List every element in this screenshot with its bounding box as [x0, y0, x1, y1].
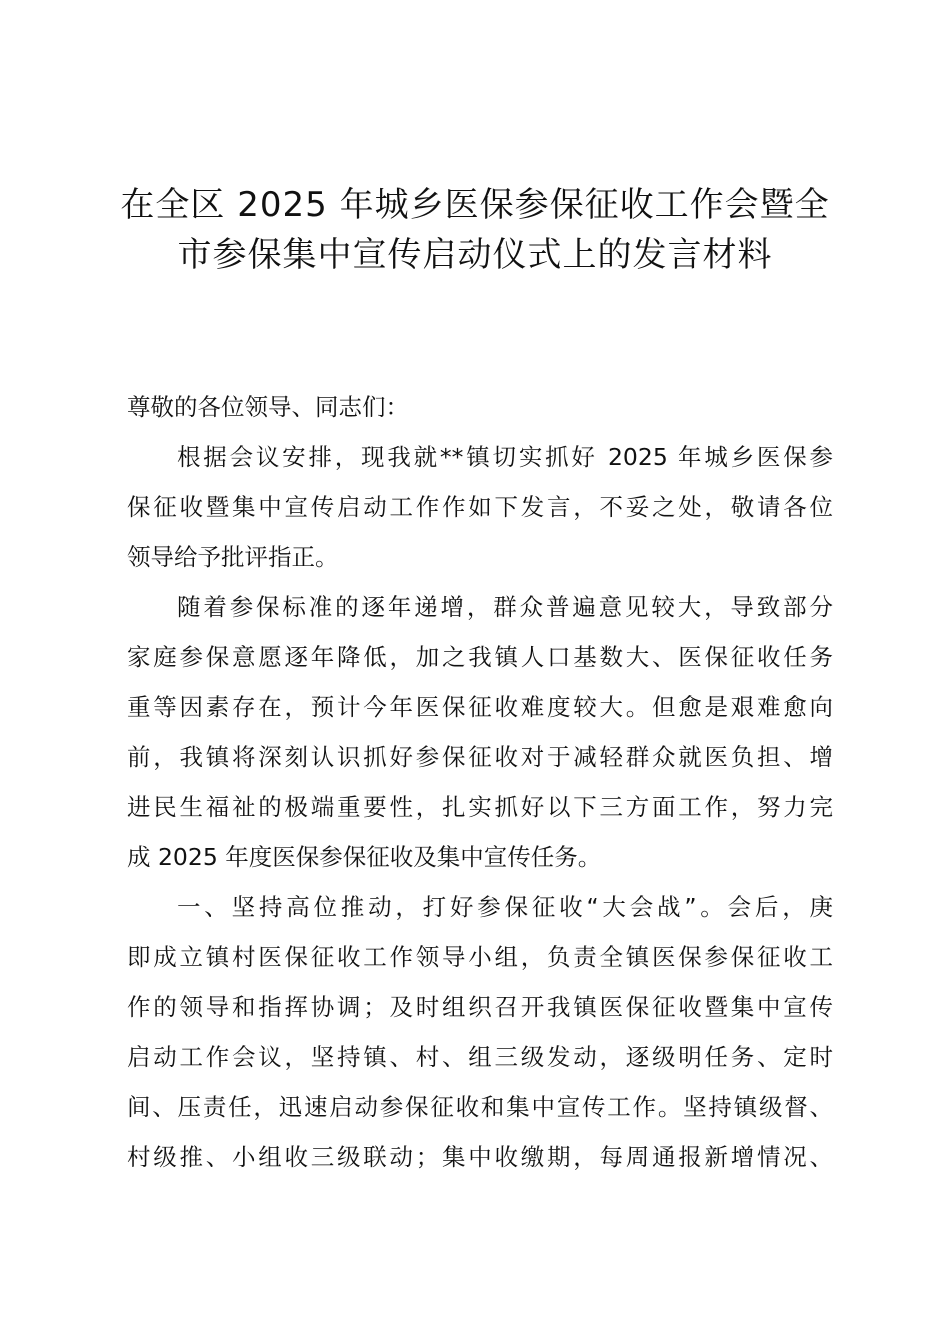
paragraph-line: 一、坚持高位推动，打好参保征收“大会战”。会后，庚	[177, 893, 833, 921]
title-line-2: 市参保集中宣传启动仪式上的发言材料	[177, 235, 773, 275]
paragraph-line: 进民生福祉的极端重要性，扎实抓好以下三方面工作，努力完	[127, 793, 833, 821]
paragraph-line: 保征收暨集中宣传启动工作作如下发言，不妥之处，敬请各位	[127, 493, 833, 521]
paragraph-line: 间、压责任，迅速启动参保征收和集中宣传工作。坚持镇级督、	[127, 1093, 833, 1121]
paragraph-1	[127, 432, 833, 582]
paragraph-line: 重等因素存在，预计今年医保征收难度较大。但愈是艰难愈向	[127, 693, 833, 721]
document-body	[127, 382, 833, 1182]
paragraph-line: 成 2025 年度医保参保征收及集中宣传任务。	[127, 843, 602, 871]
document-title	[100, 180, 850, 280]
paragraph-line: 随着参保标准的逐年递增，群众普遍意见较大，导致部分	[177, 593, 833, 621]
paragraph-line: 根据会议安排，现我就**镇切实抓好 2025 年城乡医保参	[177, 443, 833, 471]
paragraph-line: 家庭参保意愿逐年降低，加之我镇人口基数大、医保征收任务	[127, 643, 833, 671]
paragraph-line: 前，我镇将深刻认识抓好参保征收对于减轻群众就医负担、增	[127, 743, 833, 771]
title-line-1: 在全区 2025 年城乡医保参保征收工作会暨全	[120, 185, 830, 225]
salutation: 尊敬的各位领导、同志们：	[127, 393, 409, 421]
paragraph-line: 作的领导和指挥协调；及时组织召开我镇医保征收暨集中宣传	[127, 993, 833, 1021]
paragraph-2	[127, 582, 833, 882]
paragraph-line: 即成立镇村医保征收工作领导小组，负责全镇医保参保征收工	[127, 943, 833, 971]
paragraph-line: 启动工作会议，坚持镇、村、组三级发动，逐级明任务、定时	[127, 1043, 833, 1071]
paragraph-line: 领导给予批评指正。	[127, 543, 339, 571]
paragraph-3	[127, 882, 833, 1182]
paragraph-line: 村级推、小组收三级联动；集中收缴期，每周通报新增情况、	[127, 1143, 833, 1171]
